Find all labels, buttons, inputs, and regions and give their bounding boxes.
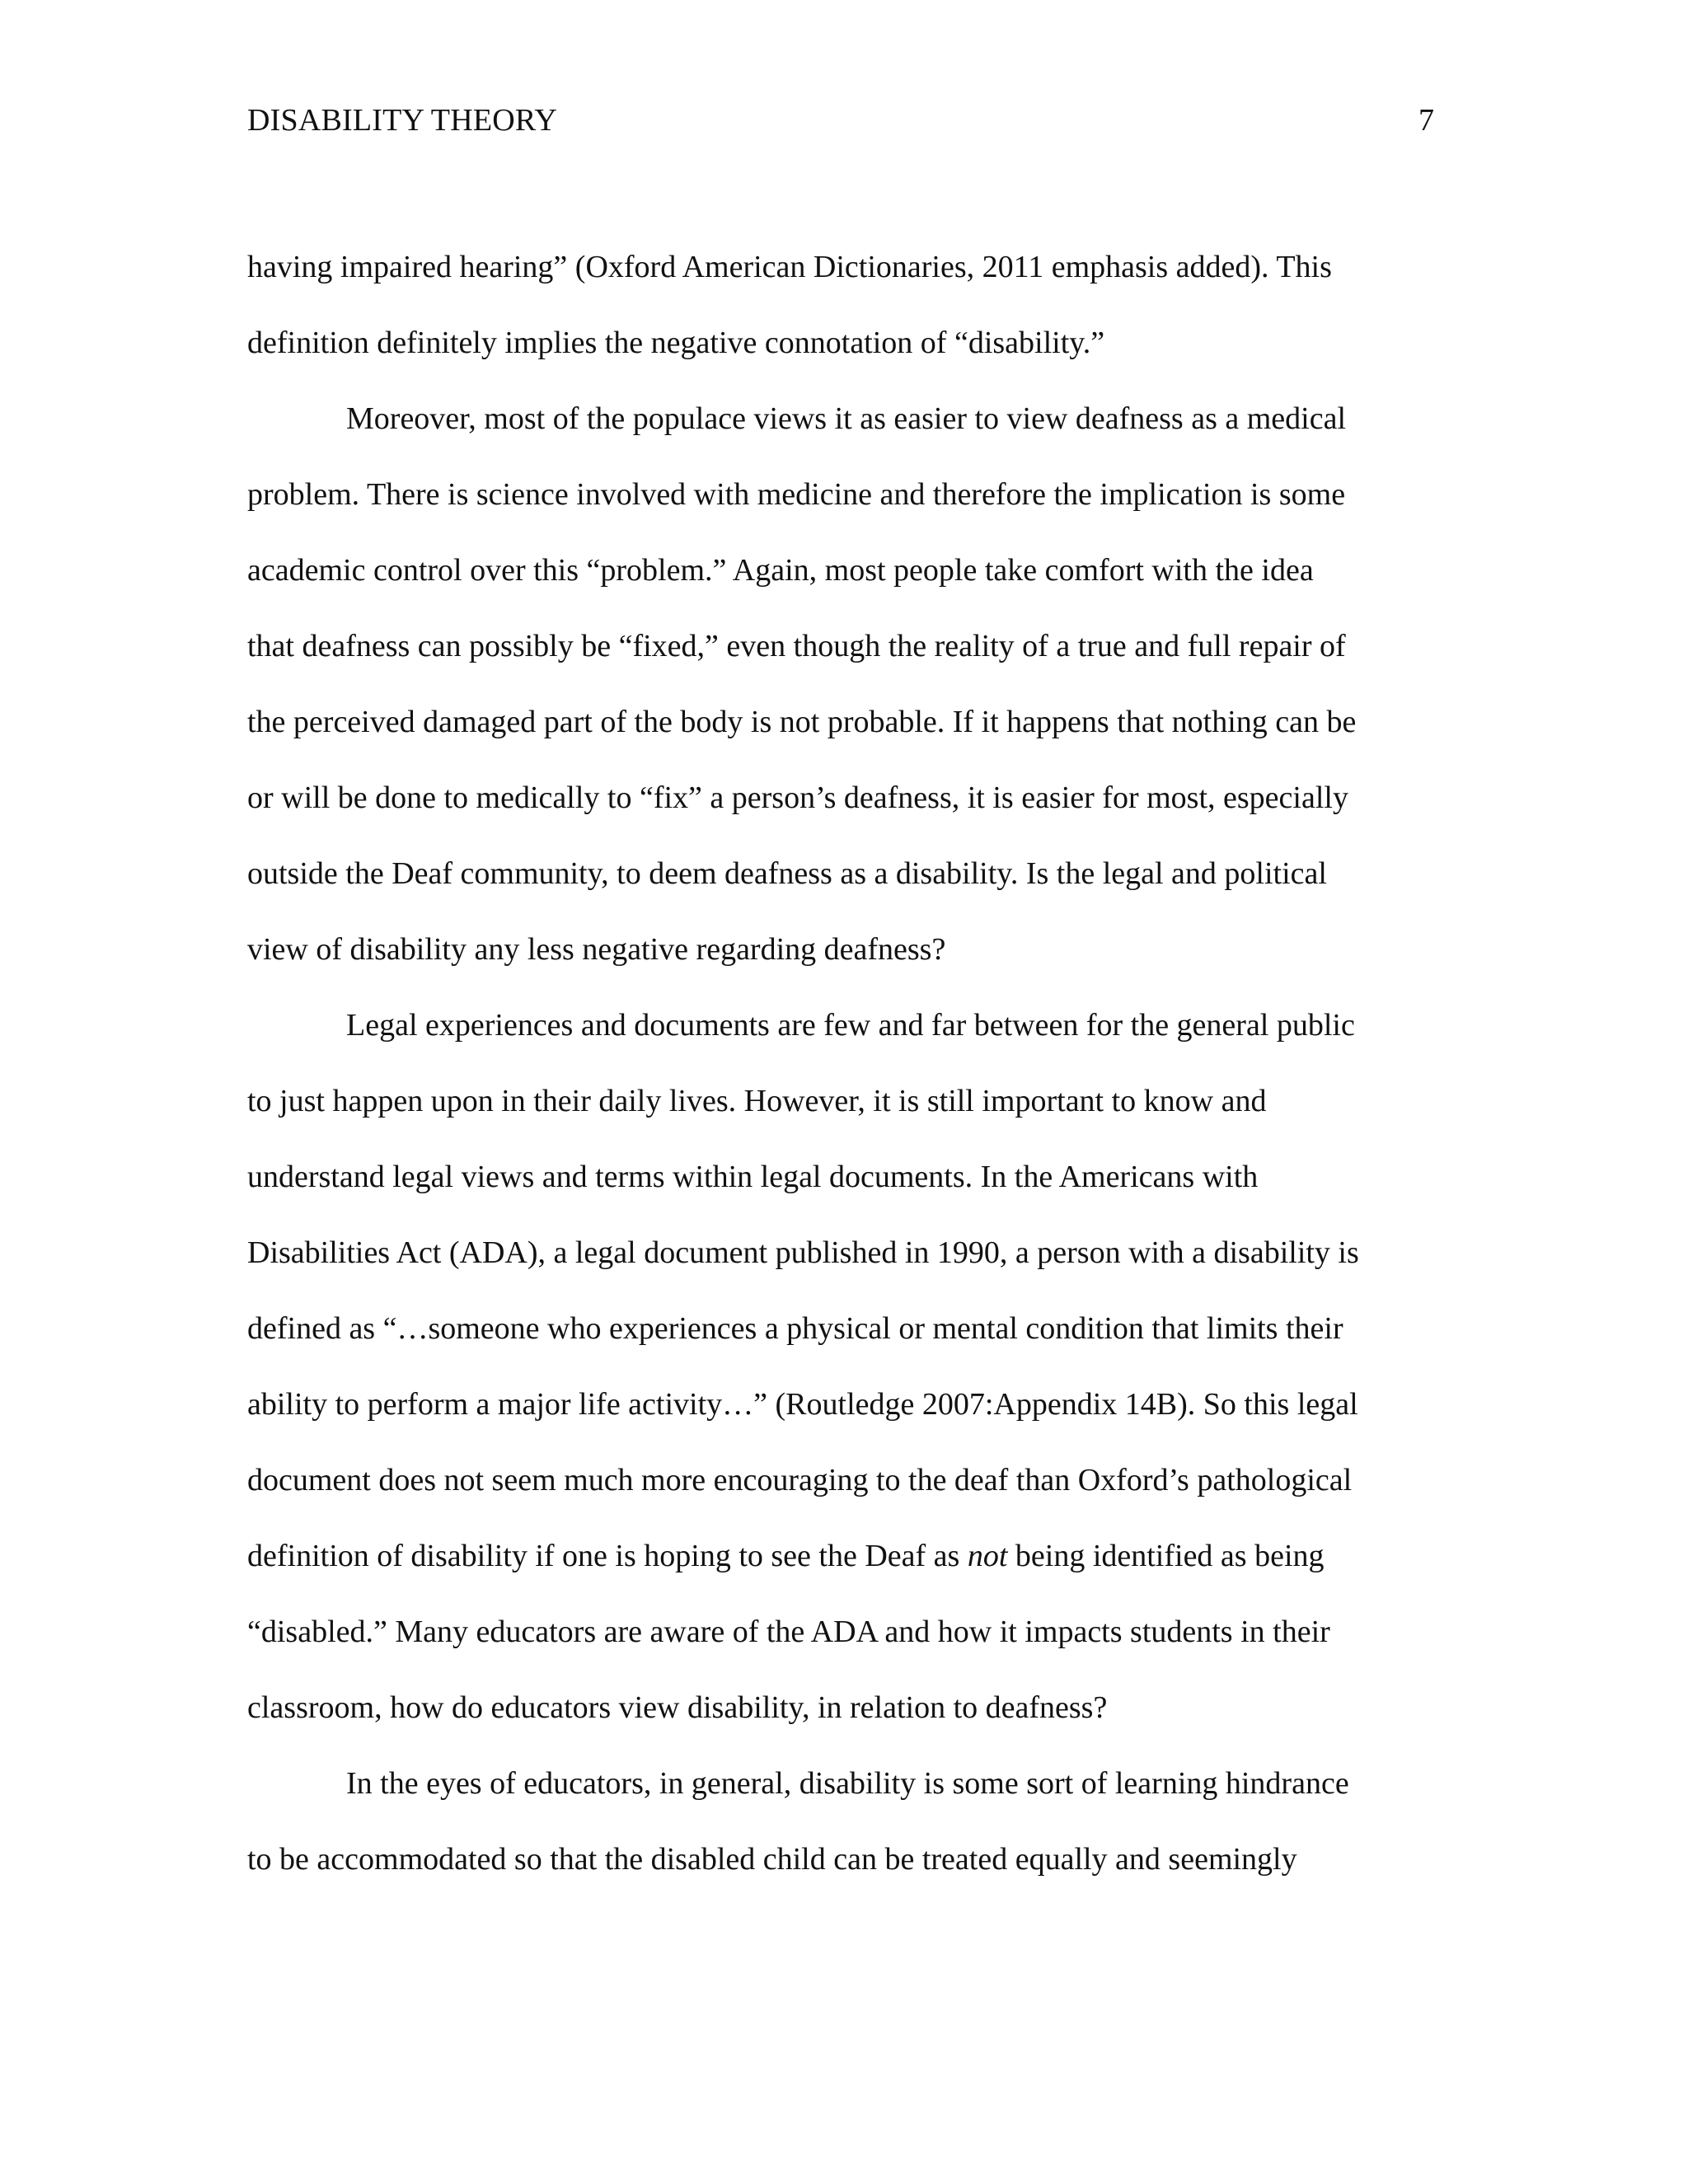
body-text: [247, 244, 1451, 1912]
text-line: problem. There is science involved with medicine and therefore the implication is some: [247, 477, 1346, 512]
running-head: DISABILITY THEORY: [247, 103, 557, 138]
text-line: having impaired hearing” (Oxford American Dictionaries, 2011 emphasis added). This: [247, 250, 1332, 284]
text-line: the perceived damaged part of the body is not probable. If it happens that nothing can be: [247, 705, 1357, 739]
text-line: academic control over this “problem.” Again, most people take comfort with the idea: [247, 553, 1314, 588]
text-segment: definition of disability if one is hoping to see the Deaf as: [247, 1539, 968, 1573]
text-line: document does not seem much more encouraging to the deaf than Oxford’s pathological: [247, 1463, 1353, 1497]
text-line: Disabilities Act (ADA), a legal document published in 1990, a person with a disability is: [247, 1235, 1359, 1270]
text-line: view of disability any less negative regarding deafness?: [247, 932, 946, 967]
text-line: In the eyes of educators, in general, disability is some sort of learning hindrance: [346, 1766, 1349, 1801]
text-line-with-emphasis: [247, 1533, 1451, 1609]
text-line: Moreover, most of the populace views it as easier to view deafness as a medical: [346, 401, 1347, 436]
text-line: that deafness can possibly be “fixed,” even though the reality of a true and full repair of: [247, 629, 1346, 663]
text-line: definition definitely implies the negative connotation of “disability.”: [247, 326, 1105, 360]
text-line: understand legal views and terms within legal documents. In the Americans with: [247, 1160, 1259, 1194]
text-segment: being identified as being: [1007, 1539, 1325, 1573]
text-line: classroom, how do educators view disability, in relation to deafness?: [247, 1690, 1108, 1725]
text-line: ability to perform a major life activity…” (Routledge 2007:Appendix 14B). So this legal: [247, 1387, 1358, 1422]
text-line: defined as “…someone who experiences a physical or mental condition that limits their: [247, 1311, 1343, 1346]
text-line: to be accommodated so that the disabled child can be treated equally and seemingly: [247, 1842, 1297, 1877]
text-line: or will be done to medically to “fix” a person’s deafness, it is easier for most, especially: [247, 780, 1348, 815]
emphasis-text: not: [967, 1539, 1008, 1573]
text-line: “disabled.” Many educators are aware of the ADA and how it impacts students in their: [247, 1615, 1330, 1649]
page-number: 7: [1418, 103, 1434, 138]
text-line: outside the Deaf community, to deem deafness as a disability. Is the legal and political: [247, 856, 1327, 891]
text-line: to just happen upon in their daily lives. However, it is still important to know and: [247, 1084, 1267, 1118]
text-line: Legal experiences and documents are few and far between for the general public: [346, 1008, 1355, 1043]
